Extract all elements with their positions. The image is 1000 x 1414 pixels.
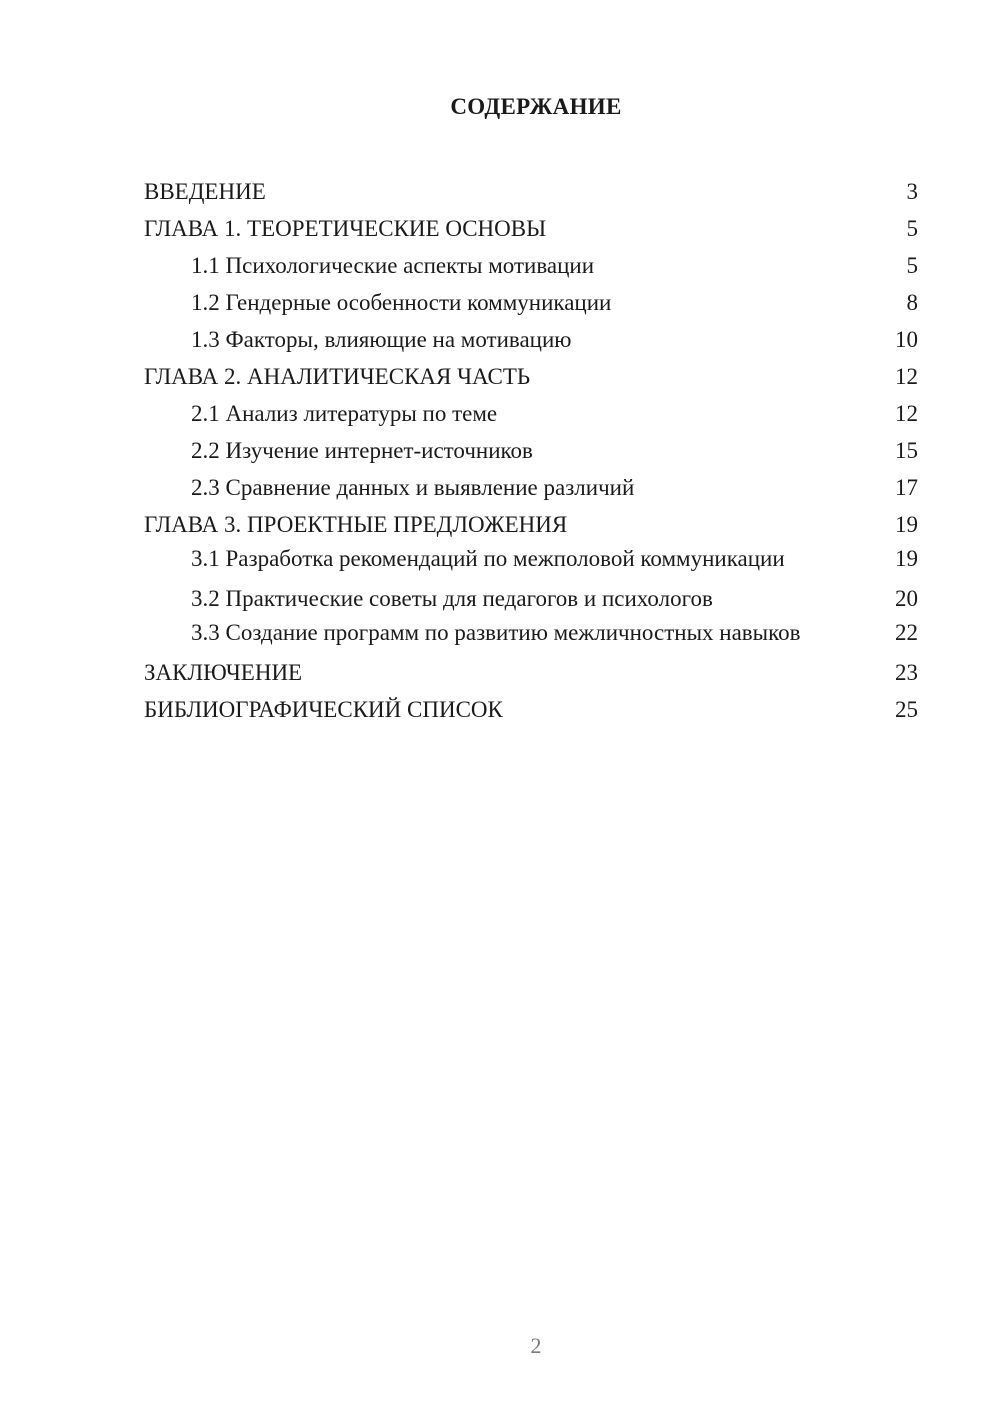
toc-entry-section-2-3: [144, 464, 918, 501]
toc-entry-text: 2.1 Анализ литературы по теме: [191, 401, 498, 426]
toc-title: СОДЕРЖАНИЕ: [450, 94, 622, 119]
toc-entry-section-1-2: [144, 279, 918, 316]
toc-entry-page: 25: [895, 697, 918, 722]
toc-entry-page: 23: [895, 660, 918, 685]
toc-entry-section-1-1: [144, 242, 918, 279]
toc-entry-chapter-2: [144, 353, 918, 390]
toc-entry-introduction: [144, 168, 918, 205]
toc-entry-page: 12: [895, 364, 918, 389]
toc-entry-text: 3.1 Разработка рекомендаций по межполовой коммуникации: [191, 546, 785, 571]
toc-entry-text: ГЛАВА 3. ПРОЕКТНЫЕ ПРЕДЛОЖЕНИЯ: [144, 512, 568, 537]
toc-entry-section-3-2: [144, 575, 918, 612]
toc-entry-page: 22: [895, 620, 918, 645]
toc-entry-page: 17: [895, 475, 918, 500]
toc-entry-page: 15: [895, 438, 918, 463]
toc-entry-page: 19: [895, 512, 918, 537]
toc-entry-text: ВВЕДЕНИЕ: [144, 179, 266, 204]
toc-entry-text: 1.2 Гендерные особенности коммуникации: [191, 290, 612, 315]
toc-entry-page: 20: [895, 586, 918, 611]
toc-entry-page: 5: [906, 216, 918, 241]
toc-entry-text: 2.2 Изучение интернет-источников: [191, 438, 533, 463]
toc-entry-section-2-2: [144, 427, 918, 464]
toc-entry-text: 2.3 Сравнение данных и выявление различий: [191, 475, 635, 500]
toc-entry-page: 8: [906, 290, 918, 315]
toc-entry-text: ГЛАВА 1. ТЕОРЕТИЧЕСКИЕ ОСНОВЫ: [144, 216, 547, 241]
toc-entry-chapter-3: [144, 501, 918, 538]
toc-entry-text: 1.1 Психологические аспекты мотивации: [191, 253, 595, 278]
toc-entry-page: 19: [895, 546, 918, 571]
toc-entry-text: 3.2 Практические советы для педагогов и психологов: [191, 586, 713, 611]
toc-entry-page: 12: [895, 401, 918, 426]
toc-entry-text: ЗАКЛЮЧЕНИЕ: [144, 660, 303, 685]
toc-entry-section-1-3: [144, 316, 918, 353]
toc-entry-conclusion: [144, 649, 918, 686]
toc-entry-text: БИБЛИОГРАФИЧЕСКИЙ СПИСОК: [144, 697, 503, 722]
toc-entry-page: 10: [895, 327, 918, 352]
toc-entry-chapter-1: [144, 205, 918, 242]
toc-entry-text: ГЛАВА 2. АНАЛИТИЧЕСКАЯ ЧАСТЬ: [144, 364, 531, 389]
toc-entry-bibliography: [144, 686, 918, 723]
toc-entry-text: 3.3 Создание программ по развитию межличностных навыков: [191, 620, 801, 645]
toc-entry-section-3-3: [144, 612, 918, 649]
toc-entry-page: 3: [906, 179, 918, 204]
toc-entry-section-3-1: [144, 538, 918, 575]
toc-entry-text: 1.3 Факторы, влияющие на мотивацию: [191, 327, 572, 352]
page-number: 2: [530, 1333, 542, 1358]
table-of-contents: [144, 168, 918, 723]
toc-entry-section-2-1: [144, 390, 918, 427]
toc-entry-page: 5: [906, 253, 918, 278]
